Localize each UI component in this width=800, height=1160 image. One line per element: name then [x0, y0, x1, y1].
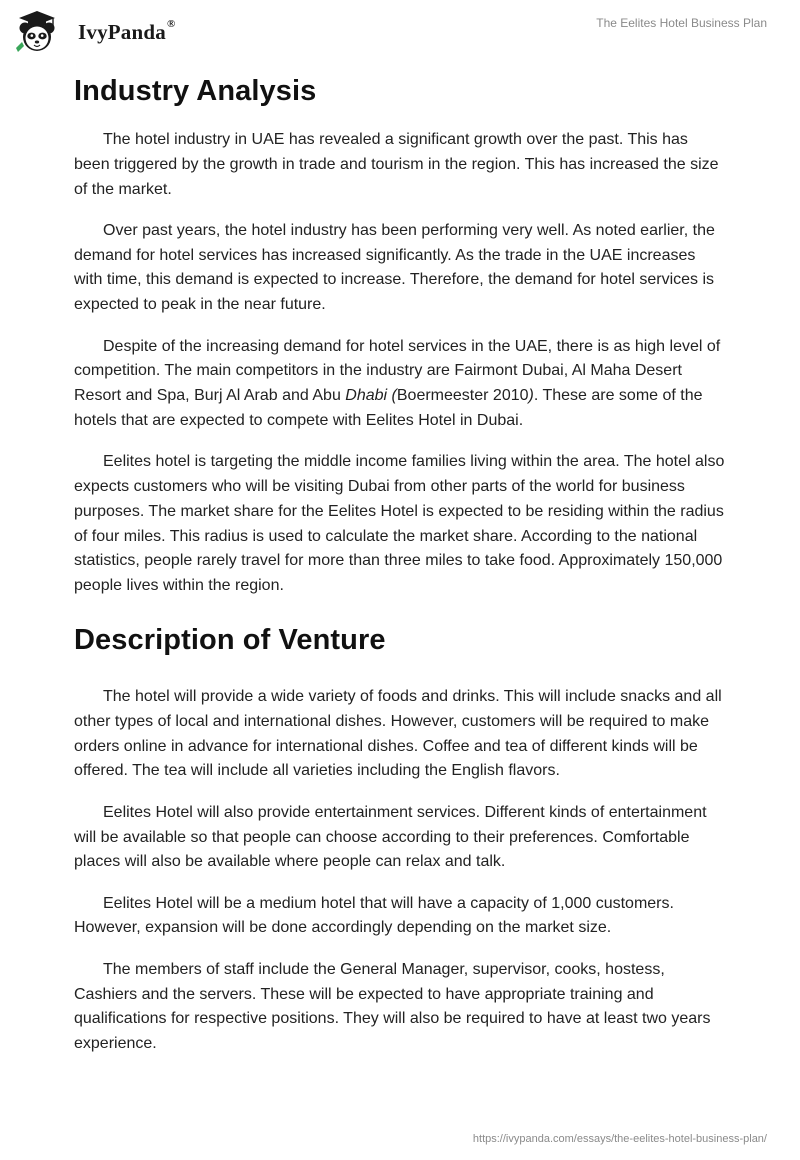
- citation: Boermeester 2010: [396, 387, 529, 405]
- paragraph: Eelites hotel is targeting the middle income families living within the area. The hotel also expects customers who will be visiting Dubai from other parts of the world for business purposes. The market share for the Eelites Hotel is expected to be residing within the radius of four miles. This radius is used to calculate the market share. According to the national statistics, people rarely travel for more than three miles to take food. Approximately 150,000 people lives within the region.: [74, 453, 725, 595]
- paragraph: Eelites Hotel will also provide entertainment services. Different kinds of entertainment will be available so that people can choose according to their preferences. Comfortable places will also be available where people can relax and talk.: [74, 803, 707, 871]
- brand-logo-text[interactable]: [78, 20, 175, 45]
- paragraph: Over past years, the hotel industry has been performing very well. As noted earlier, the demand for hotel services has increased significantly. As the trade in the UAE increases with time, this demand is expected to increase. Therefore, the demand for hotel services is expected to peak in the near future.: [74, 221, 715, 314]
- italic-text: Dhabi (: [345, 387, 397, 405]
- paragraph-with-citation: [74, 335, 726, 434]
- page-header: [0, 0, 800, 60]
- registered-mark: ®: [166, 18, 176, 30]
- brand-name: IvyPanda: [78, 20, 166, 44]
- paragraph: Eelites Hotel will be a medium hotel that will have a capacity of 1,000 customers. However, expansion will be done accordingly depending on the market size.: [74, 894, 674, 937]
- section-heading-industry-analysis: Industry Analysis: [74, 75, 317, 107]
- source-url[interactable]: https://ivypanda.com/essays/the-eelites-hotel-business-plan/: [472, 1133, 767, 1145]
- paragraph-text: Despite of the increasing demand for hotel services in the UAE, there is as high level of competition. The main competitors in the industry are Fairmont Dubai, Al Maha Desert Resort and Spa, Burj Al Arab and Abu: [74, 337, 721, 405]
- italic-text: ): [528, 387, 534, 405]
- paragraph-text: . These are some of the hotels that are expected to compete with Eelites Hotel in Dubai.: [74, 387, 703, 429]
- paragraph: The hotel will provide a wide variety of foods and drinks. This will include snacks and all other types of local and international dishes. However, customers will be required to make orders online in advance for international dishes. Coffee and tea of different kinds will be offered. The tea will include all varieties including the English flavors.: [74, 688, 722, 780]
- document-title: The Eelites Hotel Business Plan: [596, 16, 767, 30]
- paragraph: The hotel industry in UAE has revealed a significant growth over the past. This has been triggered by the growth in trade and tourism in the region. This has increased the size of the market.: [74, 131, 719, 198]
- section-heading-description-of-venture: Description of Venture: [74, 624, 386, 657]
- essay-content: [74, 72, 726, 1073]
- panda-graduate-icon[interactable]: [14, 8, 60, 54]
- paragraph: The members of staff include the General Manager, supervisor, cooks, hostess, Cashiers and the servers. These will be expected to have appropriate training and qualifications for respective positions. They will also be required to have at least two years experience.: [74, 960, 711, 1053]
